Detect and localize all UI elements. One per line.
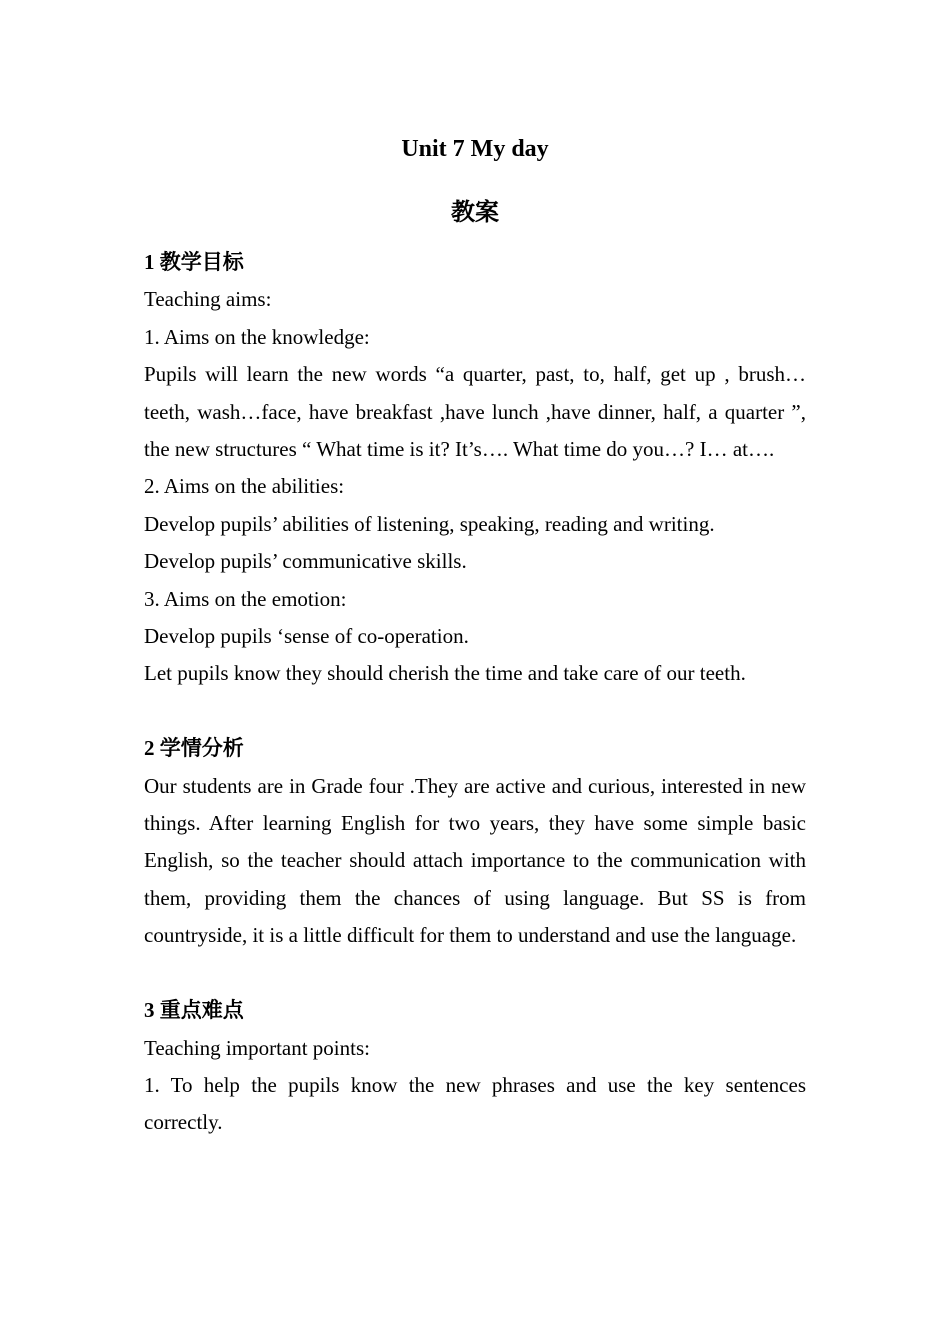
aim-1-title: 1. Aims on the knowledge: [144,324,370,349]
aim-1-text: Pupils will learn the new words “a quarter, past, to, half, get up , brush… teeth, wash…face, have breakfast ,have lunch ,have dinner, half, a quarter ”, the new structures “ What time is it? It’s…. What time do you…? I… at…. [144,362,806,462]
aim-2-title: 2. Aims on the abilities: [144,474,345,499]
aim-2-line-1: Develop pupils’ abilities of listening, speaking, reading and writing. [144,511,715,536]
section-2-text: Our students are in Grade four .They are active and curious, interested in new things. After learning English for two years, they have some simple basic English, so the teacher should attach importance to the communication with them, providing them the chances of using language. But SS is from countryside, it is a little difficult for them to understand and use the language. [144,773,806,948]
section-2-heading: 2 学情分析 [144,736,244,761]
important-points-label: Teaching important points: [144,1035,370,1060]
document-title: Unit 7 My day [401,136,549,162]
aim-3-title: 3. Aims on the emotion: [144,586,347,611]
aim-3-line-2: Let pupils know they should cherish the time and take care of our teeth. [144,661,746,686]
aim-2-line-2: Develop pupils’ communicative skills. [144,549,467,574]
document-subtitle: 教案 [451,200,499,226]
spacer [144,693,806,730]
important-point-1: 1. To help the pupils know the new phrases and use the key sentences correctly. [144,1072,806,1135]
spacer [144,955,806,992]
section-3-heading: 3 重点难点 [144,998,244,1023]
aim-3-line-1: Develop pupils ‘sense of co-operation. [144,624,469,649]
document-page [144,130,806,1142]
teaching-aims-label: Teaching aims: [144,287,272,312]
section-1-heading: 1 教学目标 [144,250,244,274]
